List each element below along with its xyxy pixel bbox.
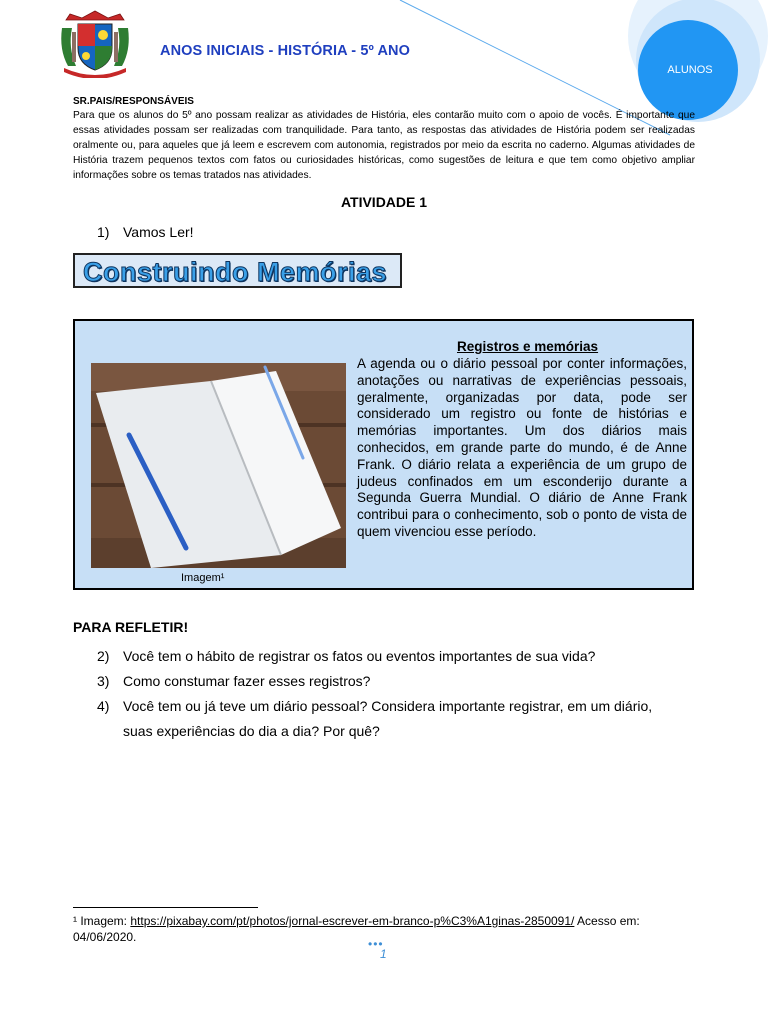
question-number: 2) bbox=[97, 648, 110, 664]
footnote-prefix: ¹ Imagem: bbox=[73, 914, 131, 928]
notice-text: Para que os alunos do 5º ano possam realizar as atividades de História, eles contarão muito com o apoio de vocês. É importante que essas atividades possam ser realizadas com tranquilidade. Para tanto, as respostas das atividades de História podem ser realizadas oralmente ou, para aqueles que já leem e escrevem com autonomia, registrados por meio da escrita no caderno. Algumas atividades de História trazem pequenos textos com fatos ou curiosidades históricas, como sugestões de leitura e que tem como objetivo ampliar informações sobre os temas tratados nas atividades. bbox=[73, 110, 695, 181]
notebook-photo bbox=[91, 363, 346, 568]
box-text: A agenda ou o diário pessoal por conter informações, anotações ou narrativas de experiências pessoais, geralmente, organizadas por data, pode ser considerado um registro ou fonte de histórias e memórias importantes. Um dos diários mais conhecidos, em grande parte do mundo, é de Anne Frank. O diário relata a experiência de um grupo de judeus confinados em um esconderijo durante a Segunda Guerra Mundial. O diário de Anne Frank contribui para o conhecimento, sob o ponto de vista de quem vivenciou esse período. bbox=[357, 356, 687, 539]
footnote-divider bbox=[73, 907, 258, 908]
question-text: suas experiências do dia a dia? Por quê? bbox=[123, 723, 380, 739]
photo-caption: Imagem¹ bbox=[181, 572, 225, 584]
question-3 bbox=[97, 673, 370, 689]
question-text: Como constumar fazer esses registros? bbox=[123, 673, 371, 689]
question-4 bbox=[97, 698, 652, 714]
footnote bbox=[73, 913, 703, 945]
question-text: Você tem o hábito de registrar os fatos ou eventos importantes de sua vida? bbox=[123, 648, 596, 664]
reading-box bbox=[73, 319, 694, 590]
banner-text: Construindo Memórias bbox=[83, 257, 388, 287]
footnote-link[interactable]: https://pixabay.com/pt/photos/jornal-escrever-em-branco-p%C3%A1ginas-2850091/ bbox=[130, 914, 575, 928]
box-heading: Registros e memórias bbox=[457, 339, 599, 354]
question-text: Vamos Ler! bbox=[123, 224, 194, 240]
question-4-continued bbox=[97, 723, 380, 739]
header-title: ANOS INICIAIS - HISTÓRIA - 5º ANO bbox=[160, 43, 411, 59]
question-number: 4) bbox=[97, 698, 110, 714]
question-number: 3) bbox=[97, 673, 110, 689]
notice-heading: SR.PAIS/RESPONSÁVEIS bbox=[73, 96, 194, 107]
question-1 bbox=[97, 224, 194, 240]
question-2 bbox=[97, 648, 595, 664]
activity-title: ATIVIDADE 1 bbox=[340, 194, 428, 210]
alunos-badge: ALUNOS bbox=[667, 64, 713, 76]
page-number: 1 bbox=[380, 947, 387, 961]
coat-of-arms-logo bbox=[58, 10, 132, 78]
reflect-heading: PARA REFLETIR! bbox=[73, 619, 189, 635]
title-banner bbox=[73, 253, 402, 288]
footnote-suffix: Acesso em: 04/06/2020. bbox=[73, 914, 640, 944]
question-text: Você tem ou já teve um diário pessoal? Considera importante registrar, em um diário, bbox=[123, 698, 653, 714]
page-dots: ••• bbox=[368, 937, 384, 951]
question-number: 1) bbox=[97, 224, 110, 240]
